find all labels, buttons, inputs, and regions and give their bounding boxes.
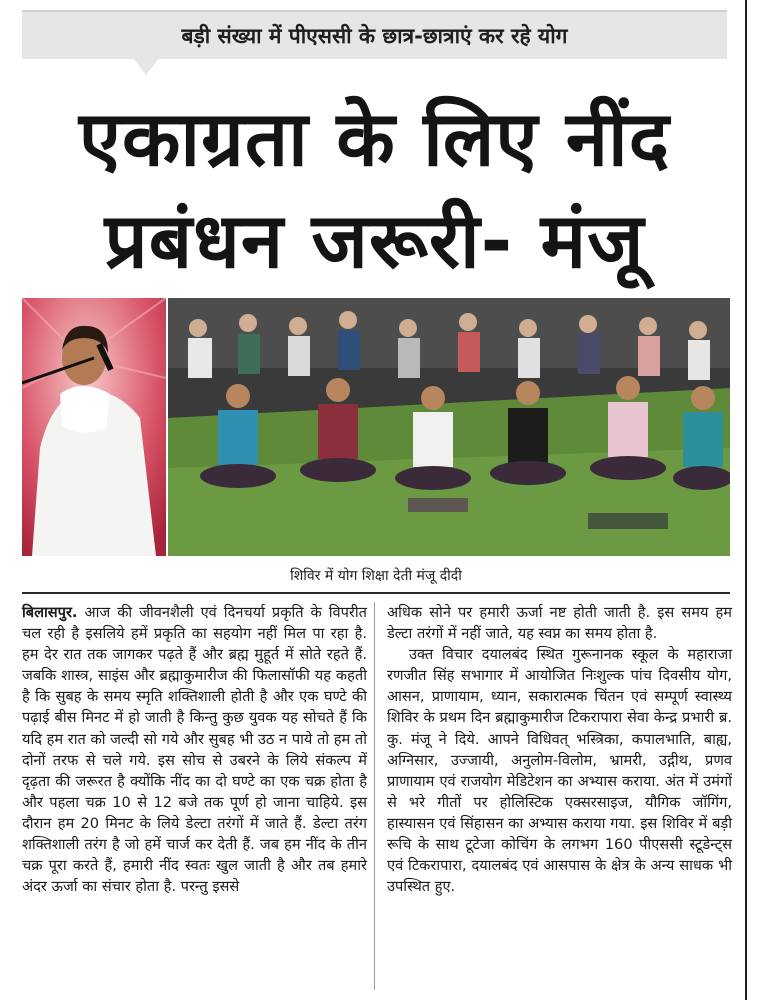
speaker-photo: [22, 298, 166, 556]
photo-caption: शिविर में योग शिक्षा देती मंजू दीदी: [290, 568, 462, 584]
caption-rule: [22, 592, 730, 594]
headline-line-1: एकाग्रता के लिए नींद: [78, 94, 671, 183]
kicker-text: बड़ी संख्या में पीएससी के छात्र-छात्राएं कर रहे योग: [181, 23, 568, 48]
right-paragraph-2: उक्त विचार दयालबंद स्थित गुरूनानक स्कूल के महाराजा रणजीत सिंह सभागार में आयोजित निःशुल्क पांच दिवसीय योग, आसन, प्राणायाम, ध्यान, सकारात्मक चिंतन एवं सम्पूर्ण स्वास्थ्य शिविर के प्रथम दिन ब्रह्माकुमारीज टिकरापारा सेवा केन्द्र प्रभारी ब्र. कु. मंजू ने दिये. आपने विधिवत् भस्त्रिका, कपालभाति, बाह्य, अग्निसार, उज्जायी, अनुलोम-विलोम, भ्रामरी, उद्गीथ, प्रणव प्राणायाम एवं राजयोग मेडिटेशन का अभ्यास कराया. अंत में उमंगों से भरे गीतों पर होलिस्टिक एक्सरसाइज, यौगिक जॉगिंग, हास्यासन एवं सिंहासन का अभ्यास कराया गया. इस शिविर में बड़ी रूचि के साथ टूटेजा कोचिंग के लगभग 160 पीएससी स्टूडेन्ट्स एवं टिकरापारा, दयालबंद एवं आसपास के क्षेत्र के अन्य साधक भी उपस्थित हुए.: [387, 646, 732, 896]
left-column-text: आज की जीवनशैली एवं दिनचर्या प्रकृति के विपरीत चल रही है इसलिये हमें प्रकृति का सहयोग नहीं मिल पा रहा है. हम देर रात तक जागकर पढ़ते हैं और ब्रह्म मुहूर्त में सोते रहते हैं. जबकि शास्त्र, साइंस और ब्रह्माकुमारीज की फिलासॉफी यह कहती है कि सुबह के समय स्मृति शक्तिशाली होती है और एक घण्टे की पढ़ाई बीस मिनट में हो जाती है किन्तु कुछ युवक यह सोचते हैं कि यदि हम रात को जल्दी सो गये और सुबह भी उठ न पाये तो हम तो दोनों तरफ से चले गये. इस सोच से उबरने के लिये संकल्प में दृढ़ता की जरूरत है क्योंकि नींद का दो घण्टे का एक चक्र होता है और पहला चक्र 10 से 12 बजे तक पूर्ण हो जाना चाहिये. इस दौरान हम 20 मिनट के लिये डेल्टा तरंगों में जाते हैं. डेल्टा तरंग शक्तिशाली तरंग है जो हमें चार्ज कर देती हैं. जब हम नींद के तीन चक्र पूरा करते हैं, हमारी नींद स्वतः खुल जाती है और तब हमारे अंदर ऊर्जा का संचार होता है. परन्तु इससे: [22, 604, 367, 896]
dateline: बिलासपुर.: [22, 604, 78, 621]
right-paragraph-1: अधिक सोने पर हमारी ऊर्जा नष्ट होती जाती है. इस समय हम डेल्टा तरंगों में नहीं जाते, यह स्वप्न का समय होता है.: [387, 604, 732, 643]
page-edge-rule: [745, 0, 747, 1000]
article-right-column: [387, 602, 732, 897]
article-left-column: [22, 602, 367, 897]
kicker-banner: [22, 10, 727, 59]
headline: [22, 88, 727, 292]
headline-line-2: प्रबंधन जरूरी- मंजू: [104, 196, 645, 285]
column-divider: [374, 602, 375, 990]
yoga-group-photo: [168, 298, 730, 556]
kicker-notch: [132, 57, 160, 75]
